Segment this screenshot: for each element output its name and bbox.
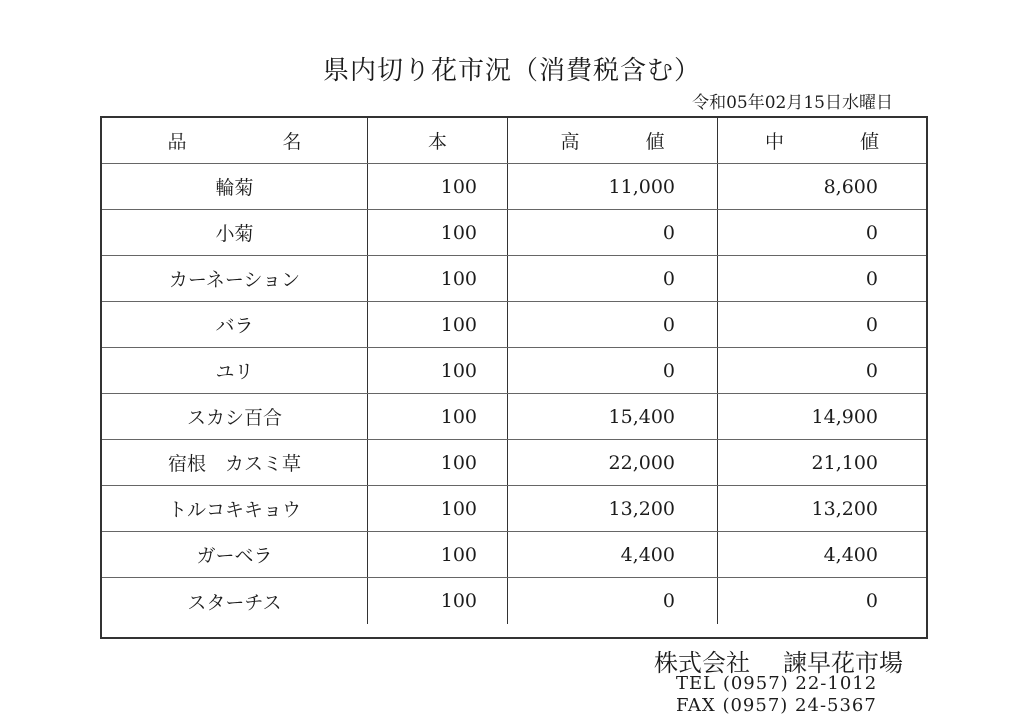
cell-mid-price: 0 — [865, 221, 878, 244]
table-row — [102, 486, 926, 532]
cell-quantity: 100 — [368, 164, 508, 209]
cell-mid-price: 0 — [865, 313, 878, 336]
cell-item-name: ガーベラ — [102, 532, 368, 577]
cell-item-name: 宿根 カスミ草 — [102, 440, 368, 485]
cell-mid-price: 14,900 — [811, 405, 878, 428]
table-row — [102, 440, 926, 486]
cell-item-name: スターチス — [102, 578, 368, 624]
cell-mid-price: 8,600 — [823, 175, 878, 198]
cell-quantity: 100 — [368, 348, 508, 393]
cell-high-price: 0 — [508, 302, 718, 347]
company-name-main: 諫早花市場 — [783, 649, 903, 677]
cell-item-name: スカシ百合 — [102, 394, 368, 439]
table-row — [102, 578, 926, 624]
column-header-mid-price — [718, 118, 926, 163]
cell-mid-price: 4,400 — [823, 543, 878, 566]
cell-high-price: 11,000 — [508, 164, 718, 209]
table-row — [102, 302, 926, 348]
table-row — [102, 532, 926, 578]
cell-quantity: 100 — [368, 302, 508, 347]
cell-mid-price: 21,100 — [811, 451, 878, 474]
page-title: 県内切り花市況（消費税含む） — [322, 56, 701, 86]
cell-quantity: 100 — [368, 578, 508, 624]
cell-high-price: 13,200 — [508, 486, 718, 531]
cell-high-price: 15,400 — [508, 394, 718, 439]
cell-high-price: 0 — [508, 348, 718, 393]
cell-high-price: 22,000 — [508, 440, 718, 485]
table-row — [102, 348, 926, 394]
cell-quantity: 100 — [368, 210, 508, 255]
cell-quantity: 100 — [368, 256, 508, 301]
column-header-text: 値 — [860, 131, 880, 153]
fax-label: FAX (0957) 24-5367 — [676, 695, 877, 716]
tel-label: TEL (0957) 22-1012 — [676, 673, 878, 694]
date-label: 令和05年02月15日水曜日 — [692, 93, 893, 113]
cell-item-name: 輪菊 — [102, 164, 368, 209]
column-header-text: 本 — [427, 131, 447, 153]
cell-mid-price: 0 — [865, 590, 878, 612]
cell-quantity: 100 — [368, 532, 508, 577]
cell-mid-price: 0 — [865, 359, 878, 382]
cell-mid-price: 0 — [865, 267, 878, 290]
cell-high-price: 0 — [508, 256, 718, 301]
cell-quantity: 100 — [368, 486, 508, 531]
cell-quantity: 100 — [368, 394, 508, 439]
cell-high-price: 0 — [508, 578, 718, 624]
table-body — [102, 164, 926, 624]
cell-mid-price: 13,200 — [811, 497, 878, 520]
cell-item-name: カーネーション — [102, 256, 368, 301]
column-header-text: 高 — [560, 131, 580, 153]
cell-high-price: 0 — [508, 210, 718, 255]
column-header-quantity — [368, 118, 508, 163]
column-header-text: 名 — [282, 131, 302, 153]
table-row — [102, 164, 926, 210]
cell-item-name: ユリ — [102, 348, 368, 393]
cell-high-price: 4,400 — [508, 532, 718, 577]
cell-quantity: 100 — [368, 440, 508, 485]
column-header-high-price — [508, 118, 718, 163]
column-header-text: 値 — [645, 131, 665, 153]
table-row — [102, 210, 926, 256]
cell-item-name: 小菊 — [102, 210, 368, 255]
table-row — [102, 256, 926, 302]
company-name-prefix: 株式会社 — [654, 649, 750, 677]
price-table — [100, 116, 928, 639]
table-row — [102, 394, 926, 440]
column-header-text: 中 — [764, 131, 784, 153]
cell-item-name: トルコキキョウ — [102, 486, 368, 531]
column-header-item-name — [102, 118, 368, 163]
cell-item-name: バラ — [102, 302, 368, 347]
table-header-row — [102, 118, 926, 164]
column-header-text: 品 — [167, 131, 187, 153]
